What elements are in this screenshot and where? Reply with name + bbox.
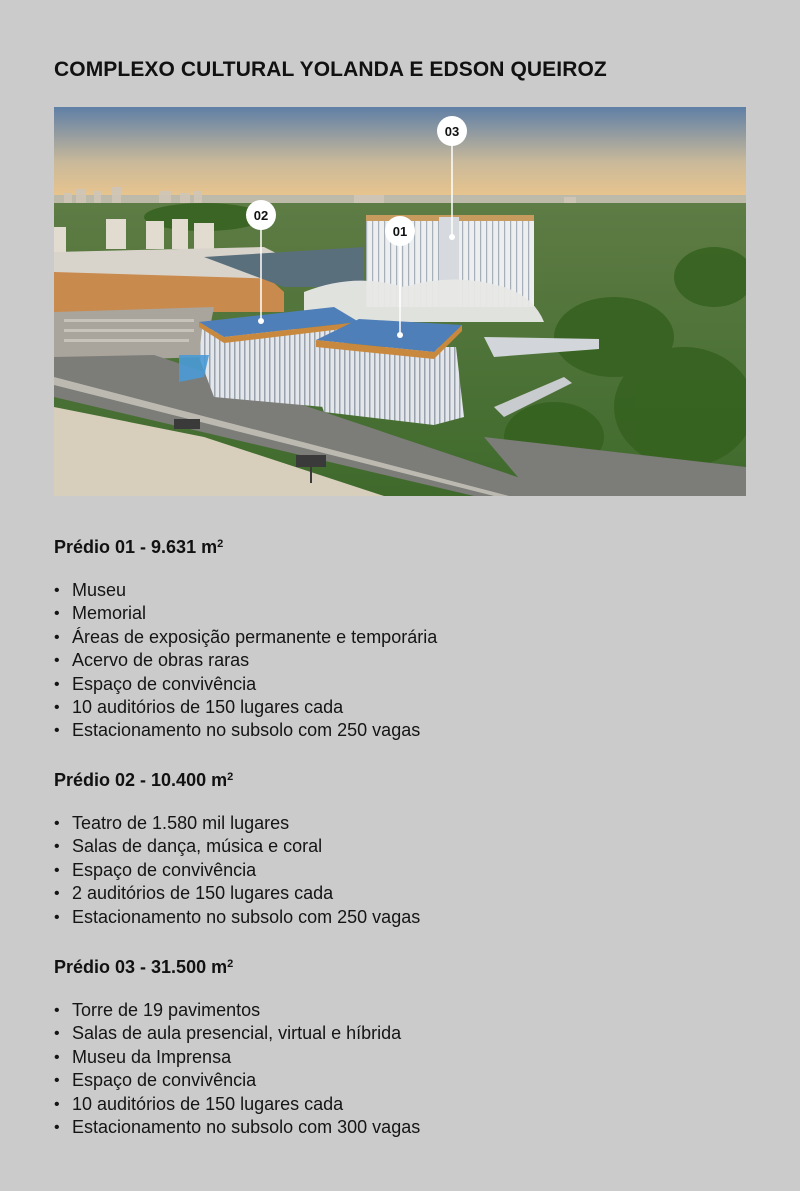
parking-lot xyxy=(54,307,214,362)
list-item: • Espaço de convivência xyxy=(54,1069,420,1092)
list-item: • Salas de dança, música e coral xyxy=(54,835,420,858)
list-item: • Salas de aula presencial, virtual e híbrida xyxy=(54,1022,420,1045)
building-03-section xyxy=(54,957,420,1139)
marker-02 xyxy=(246,200,276,230)
list-item: • Teatro de 1.580 mil lugares xyxy=(54,812,420,835)
list-item: • Acervo de obras raras xyxy=(54,649,437,672)
list-item: • Espaço de convivência xyxy=(54,859,420,882)
list-item: • Estacionamento no subsolo com 250 vagas xyxy=(54,719,437,742)
building-02-heading: Prédio 02 - 10.400 $m^2$ xyxy=(54,770,234,790)
list-item: • Estacionamento no subsolo com 250 vagas xyxy=(54,906,420,929)
marker-03-label: 03 xyxy=(444,124,460,139)
building-02-section xyxy=(54,770,420,929)
building-03-features xyxy=(54,999,420,1139)
marker-02-label: 02 xyxy=(253,208,269,223)
building-03-heading: Prédio 03 - 31.500 $m^2$ xyxy=(54,957,234,977)
marker-03 xyxy=(437,116,467,146)
aerial-rendering-image xyxy=(54,107,746,496)
list-item: • Espaço de convivência xyxy=(54,673,437,696)
list-item: • 2 auditórios de 150 lugares cada xyxy=(54,882,420,905)
building-02-features xyxy=(54,812,420,929)
marker-01-label: 01 xyxy=(392,224,408,239)
list-item: • Museu da Imprensa xyxy=(54,1046,420,1069)
list-item: • Áreas de exposição permanente e temporária xyxy=(54,626,437,649)
list-item: • 10 auditórios de 150 lugares cada xyxy=(54,1093,420,1116)
list-item: • Memorial xyxy=(54,602,437,625)
page-title: COMPLEXO CULTURAL YOLANDA E EDSON QUEIROZ xyxy=(54,58,607,81)
list-item: • Estacionamento no subsolo com 300 vagas xyxy=(54,1116,420,1139)
aerial-rendering-illustration xyxy=(54,107,746,496)
building-01 xyxy=(312,319,464,425)
list-item: • Torre de 19 pavimentos xyxy=(54,999,420,1022)
building-01-section xyxy=(54,537,437,743)
building-01-heading: Prédio 01 - 9.631 $m^2$ xyxy=(54,537,224,557)
marker-01 xyxy=(385,216,415,246)
sky xyxy=(54,107,746,207)
building-01-features xyxy=(54,579,437,743)
list-item: • Museu xyxy=(54,579,437,602)
list-item: • 10 auditórios de 150 lugares cada xyxy=(54,696,437,719)
